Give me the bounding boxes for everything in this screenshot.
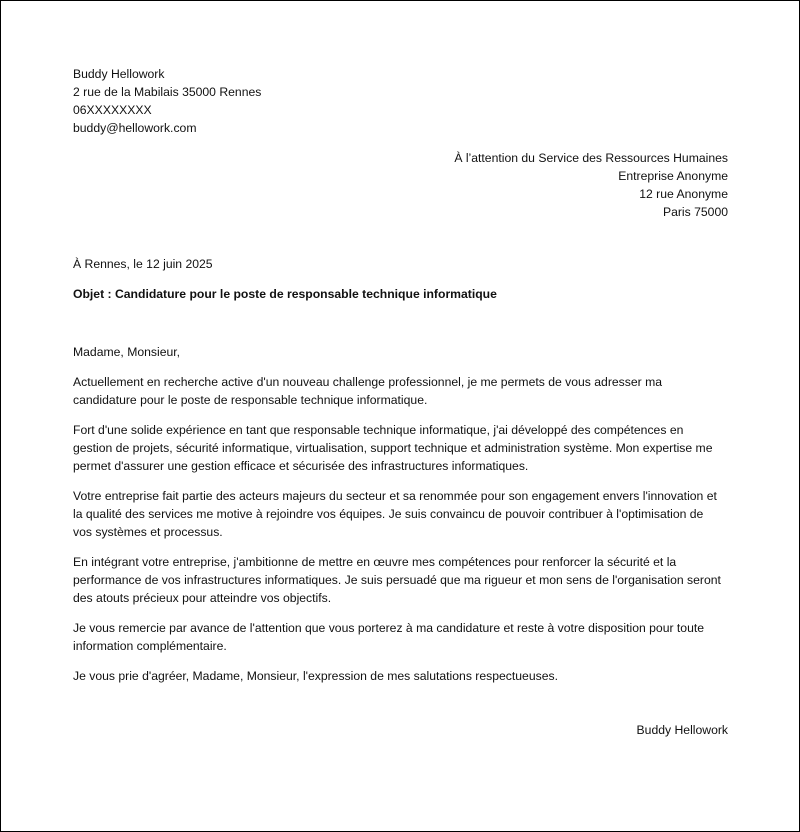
sender-phone: 06XXXXXXXX	[73, 103, 152, 117]
letter-date: À Rennes, le 12 juin 2025	[73, 257, 213, 271]
body-paragraph-5: Je vous remercie par avance de l'attention que vous porterez à ma candidature et reste à votre disposition pour toute information complémentaire.	[73, 621, 705, 653]
recipient-street: 12 rue Anonyme	[639, 187, 728, 201]
body-paragraph-1: Actuellement en recherche active d'un nouveau challenge professionnel, je me permets de vous adresser ma candidature pour le poste de responsable technique informatique.	[73, 375, 663, 407]
recipient-block	[73, 149, 728, 221]
sender-name: Buddy Hellowork	[73, 67, 165, 81]
recipient-company: Entreprise Anonyme	[618, 169, 728, 183]
body-paragraph-2: Fort d'une solide expérience en tant que responsable technique informatique, j'ai développé des compétences en gestion de projets, sécurité informatique, virtualisation, support technique et administration système. Mon expertise me permet d'assurer une gestion efficace et sécurisée des infrastructures informatiques.	[73, 423, 713, 473]
body-paragraph-3: Votre entreprise fait partie des acteurs majeurs du secteur et sa renommée pour son engagement envers l'innovation et la qualité des services me motive à rejoindre vos équipes. Je suis convaincu de pouvoir contribuer à l'optimisation de vos systèmes et processus.	[73, 489, 717, 539]
recipient-attention: À l’attention du Service des Ressources Humaines	[454, 151, 728, 165]
sender-address: 2 rue de la Mabilais 35000 Rennes	[73, 85, 262, 99]
letter-content	[73, 65, 728, 739]
sender-block	[73, 65, 728, 137]
letter-subject: Objet : Candidature pour le poste de responsable technique informatique	[73, 287, 497, 301]
letter-salutation: Madame, Monsieur,	[73, 345, 181, 359]
sender-email: buddy@hellowork.com	[73, 121, 197, 135]
signature: Buddy Hellowork	[636, 723, 728, 737]
body-paragraph-4: En intégrant votre entreprise, j'ambitionne de mettre en œuvre mes compétences pour renforcer la sécurité et la performance de vos infrastructures informatiques. Je suis persuadé que ma rigueur et mon sens de l'organisation seront des atouts précieux pour atteindre vos objectifs.	[73, 555, 721, 605]
closing-paragraph: Je vous prie d'agréer, Madame, Monsieur, l'expression de mes salutations respectueuses.	[73, 669, 558, 683]
recipient-city: Paris 75000	[662, 205, 728, 219]
